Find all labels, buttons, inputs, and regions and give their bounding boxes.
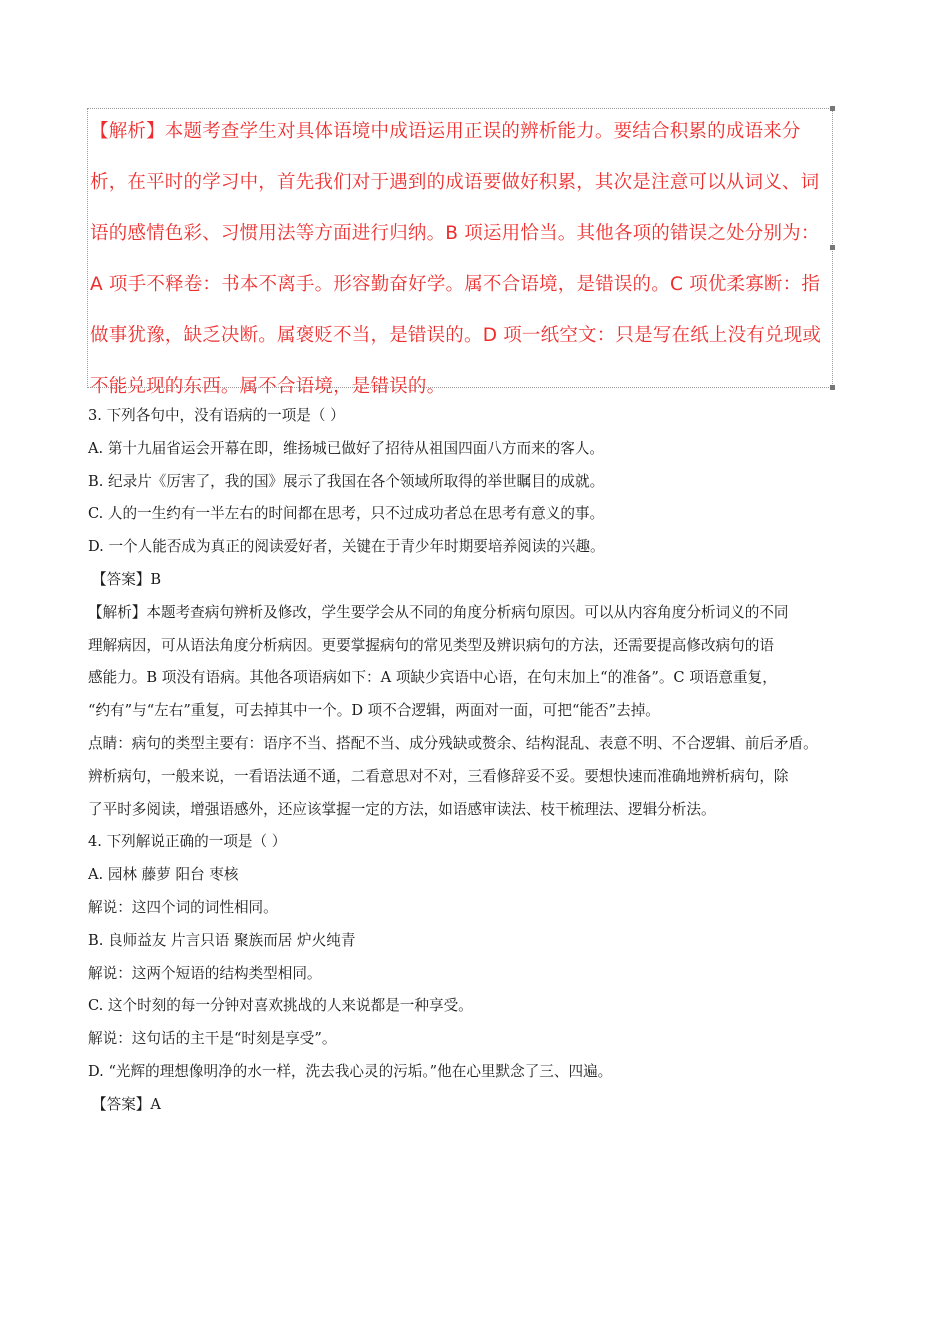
question-4-item: C. 这个时刻的每一分钟对喜欢挑战的人来说都是一种享受。 [88,997,473,1015]
question-4-item: A. 园林 藤萝 阳台 枣核 [88,866,239,884]
question-3-tip-line: 点睛：病句的类型主要有：语序不当、搭配不当、成分残缺或赘余、结构混乱、表意不明、不合逻辑、前后矛盾。 [88,734,818,752]
question-3-option-a: A. 第十九届省运会开幕在即，维扬城已做好了招待从祖国四面八方而来的客人。 [88,439,605,457]
explanation-line: 【解析】本题考查学生对具体语境中成语运用正误的辨析能力。要结合积累的成语来分 [90,121,801,142]
explanation-line: 不能兑现的东西。属不合语境，是错误的。 [90,376,446,397]
question-3-answer: 【答案】B [92,570,162,588]
question-3-option-b: B. 纪录片《厉害了，我的国》展示了我国在各个领域所取得的举世瞩目的成就。 [88,472,605,490]
question-3-option-d: D. 一个人能否成为真正的阅读爱好者，关键在于青少年时期要培养阅读的兴趣。 [88,538,605,556]
question-3-analysis-line: 感能力。B 项没有语病。其他各项语病如下：A 项缺少宾语中心语，在句末加上“的准备”。C 项语意重复， [88,669,777,687]
question-3-analysis-line: 理解病因，可从语法角度分析病因。更要掌握病句的常见类型及辨识病句的方法，还需要提高修改病句的语 [88,636,774,654]
question-3-analysis-line: “约有”与“左右”重复，可去掉其中一个。D 项不合逻辑，两面对一面，可把“能否”去掉。 [88,702,660,720]
question-3-stem: 3. 下列各句中，没有语病的一项是（ ） [88,407,345,424]
explanation-red-block [90,106,840,412]
question-3-option-c: C. 人的一生约有一半左右的时间都在思考，只不过成功者总在思考有意义的事。 [88,505,605,523]
explanation-line: A 项手不释卷：书本不离手。形容勤奋好学。属不合语境，是错误的。C 项优柔寡断：指 [90,274,821,295]
question-4-stem: 4. 下列解说正确的一项是（ ） [88,833,287,851]
document-body [88,400,868,1122]
question-3-tip-line: 辨析病句，一般来说，一看语法通不通，二看意思对不对，三看修辞妥不妥。要想快速而准确地辨析病句，除 [88,767,789,785]
question-4-item: 解说：这两个短语的结构类型相同。 [88,964,322,982]
question-4-item: 解说：这四个词的词性相同。 [88,898,278,916]
explanation-line: 语的感情色彩、习惯用法等方面进行归纳。B 项运用恰当。其他各项的错误之处分别为： [90,223,820,244]
question-3-tip-line: 了平时多阅读，增强语感外，还应该掌握一定的方法，如语感审读法、枝干梳理法、逻辑分析法。 [88,800,716,818]
question-4-answer: 【答案】A [92,1095,161,1113]
explanation-line: 做事犹豫，缺乏决断。属褒贬不当，是错误的。D 项一纸空文：只是写在纸上没有兑现或 [90,325,822,346]
question-4-item: B. 良师益友 片言只语 聚族而居 炉火纯青 [88,931,356,949]
explanation-line: 析，在平时的学习中，首先我们对于遇到的成语要做好积累，其次是注意可以从词义、词 [90,172,820,193]
question-4-item: 解说：这句话的主干是“时刻是享受”。 [88,1030,337,1048]
question-4-item: D. “光辉的理想像明净的水一样，洗去我心灵的污垢。”他在心里默念了三、四遍。 [88,1062,613,1080]
question-3-analysis-line: 【解析】本题考查病句辨析及修改，学生要学会从不同的角度分析病句原因。可以从内容角度分析词义的不同 [88,603,789,621]
